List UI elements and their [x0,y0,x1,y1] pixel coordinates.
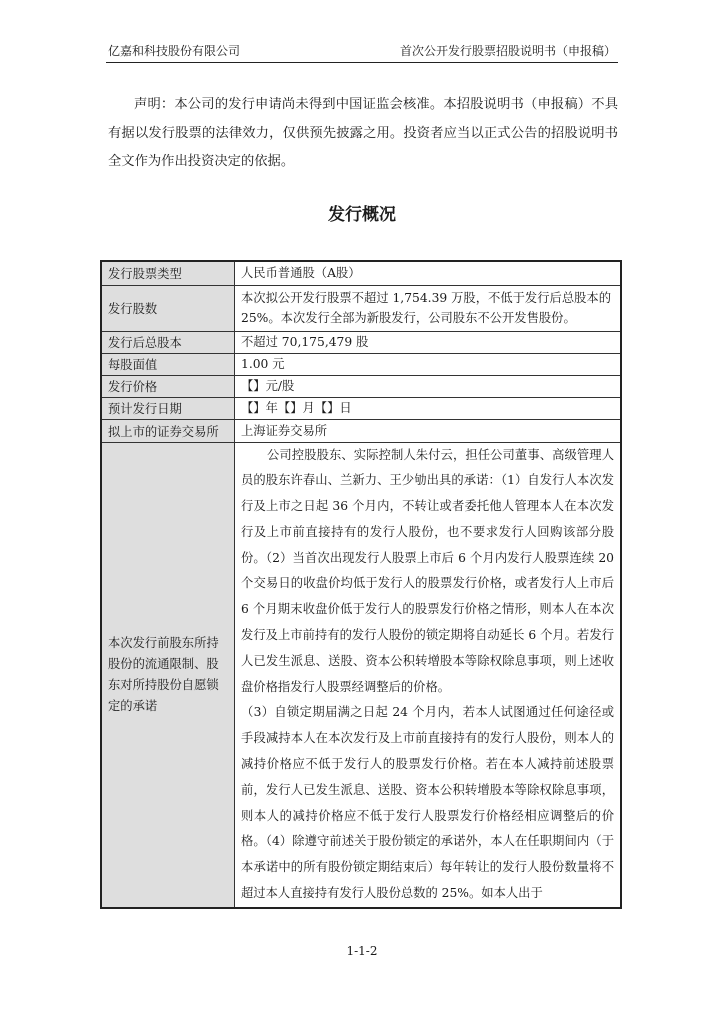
row-value: 上海证券交易所 [235,419,622,442]
section-title: 发行概况 [328,205,396,225]
page-number: 1-1-2 [346,944,378,958]
row-label: 发行股票类型 [101,261,235,285]
row-value: 本次拟公开发行股票不超过 1,754.39 万股，不低于发行后总股本的25%。本次发行全部为新股发行，公司股东不公开发售股份。 [235,285,622,331]
row-label: 预计发行日期 [101,397,235,419]
company-name: 亿嘉和科技股份有限公司 [108,44,241,58]
table-row [101,261,621,285]
issuance-overview-table [100,260,622,909]
table-row [101,353,621,375]
row-value: 1.00 元 [235,353,622,375]
row-label: 每股面值 [101,353,235,375]
row-value: 人民币普通股（A股） [235,261,622,285]
lockup-paragraph: （3）自锁定期届满之日起 24 个月内，若本人试图通过任何途径或手段减持本人在本次发行及上市前直接持有的发行人股份，则本人的减持价格应不低于发行人的股票发行价格。若在本人减持前述股票前，发行人已发生派息、送股、资本公积转增股本等除权除息事项，则本人的减持价格应不低于发行人股票发行价格经相应调整后的价格。（4）除遵守前述关于股份锁定的承诺外，本人在任职期间内（于本承诺中的所有股份锁定期结束后）每年转让的发行人股份数量将不超过本人直接持有发行人股份总数的 25%。如本人出于 [241,705,614,901]
lockup-commitment [235,442,622,908]
row-value: 不超过 70,175,479 股 [235,331,622,353]
disclaimer-notice: 声明：本公司的发行申请尚未得到中国证监会核准。本招股说明书（申报稿）不具有据以发行股票的法律效力，仅供预先披露之用。投资者应当以正式公告的招股说明书全文作为作出投资决定的依据。 [108,97,618,169]
table-row [101,442,621,908]
page-header [106,40,618,63]
row-label: 发行股数 [101,285,235,331]
row-label: 发行后总股本 [101,331,235,353]
lockup-paragraph: 公司控股股东、实际控制人朱付云，担任公司董事、高级管理人员的股东许春山、兰新力、王少劬出具的承诺：（1）自发行人本次发行及上市之日起 36 个月内，不转让或者委托他人管理本人在本次发行及上市前直接持有的发行人股份，也不要求发行人回购该部分股份。（2）当首次出现发行人股票上市后 6 个月内发行人股票连续 20 个交易日的收盘价均低于发行人的股票发行价格，或者发行人上市后 6 个月期末收盘价低于发行人的股票发行价格之情形，则本人在本次发行及上市前持有的发行人股份的锁定期将自动延长 6 个月。若发行人已发生派息、送股、资本公积转增股本等除权除息事项，则上述收盘价格指发行人股票经调整后的价格。 [241,447,614,694]
table-row [101,419,621,442]
lockup-label: 本次发行前股东所持股份的流通限制、股东对所持股份自愿锁定的承诺 [101,442,235,908]
row-value: 【】年【】月【】日 [235,397,622,419]
table-row [101,285,621,331]
row-label: 拟上市的证券交易所 [101,419,235,442]
row-value: 【】元/股 [235,375,622,397]
table-row [101,397,621,419]
table-row [101,331,621,353]
row-label: 发行价格 [101,375,235,397]
document-title: 首次公开发行股票招股说明书（申报稿） [399,44,616,58]
table-row [101,375,621,397]
